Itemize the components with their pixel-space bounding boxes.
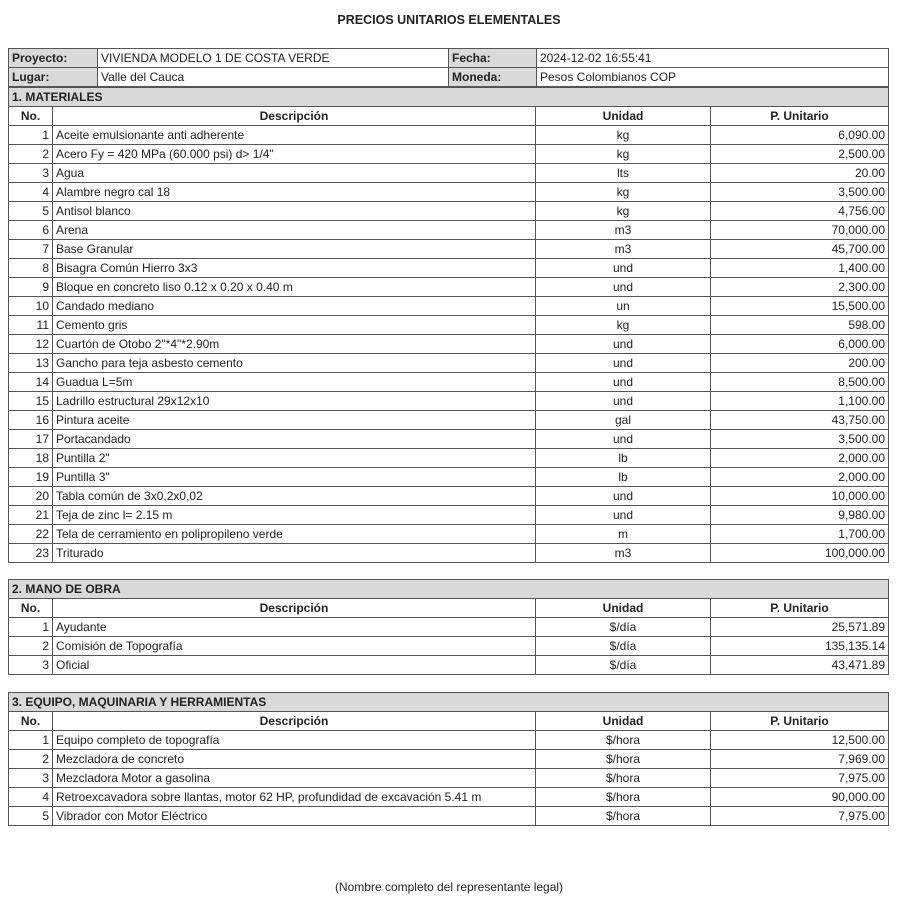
proyecto-value: VIVIENDA MODELO 1 DE COSTA VERDE xyxy=(98,49,449,68)
item-description: Triturado xyxy=(53,544,536,563)
table-row xyxy=(9,278,889,297)
item-description: Mezcladora de concreto xyxy=(53,750,536,769)
item-description: Vibrador con Motor Eléctrico xyxy=(53,807,536,826)
table-row xyxy=(9,202,889,221)
item-description: Tabla común de 3x0,2x0,02 xyxy=(53,487,536,506)
fecha-label: Fecha: xyxy=(449,49,537,68)
item-number: 11 xyxy=(9,316,53,335)
item-number: 4 xyxy=(9,183,53,202)
item-description: Candado mediano xyxy=(53,297,536,316)
item-unit: m xyxy=(536,525,711,544)
item-number: 22 xyxy=(9,525,53,544)
item-price: 6,090.00 xyxy=(711,126,889,145)
item-number: 18 xyxy=(9,449,53,468)
item-unit: m3 xyxy=(536,221,711,240)
item-description: Bisagra Común Hierro 3x3 xyxy=(53,259,536,278)
item-price: 2,300.00 xyxy=(711,278,889,297)
item-number: 23 xyxy=(9,544,53,563)
item-number: 5 xyxy=(9,807,53,826)
item-description: Pintura aceite xyxy=(53,411,536,430)
table-row xyxy=(9,373,889,392)
item-price: 7,975.00 xyxy=(711,769,889,788)
item-price: 43,750.00 xyxy=(711,411,889,430)
item-number: 15 xyxy=(9,392,53,411)
item-number: 1 xyxy=(9,126,53,145)
table-row xyxy=(9,240,889,259)
item-number: 4 xyxy=(9,788,53,807)
item-price: 25,571.89 xyxy=(711,618,889,637)
table-row xyxy=(9,430,889,449)
proyecto-label: Proyecto: xyxy=(9,49,98,68)
item-unit: und xyxy=(536,335,711,354)
table-row xyxy=(9,221,889,240)
item-number: 2 xyxy=(9,750,53,769)
item-price: 1,700.00 xyxy=(711,525,889,544)
legal-representative-caption: (Nombre completo del representante legal) xyxy=(334,880,564,894)
item-price: 10,000.00 xyxy=(711,487,889,506)
table-row xyxy=(9,525,889,544)
item-description: Ayudante xyxy=(53,618,536,637)
table-row xyxy=(9,788,889,807)
item-description: Antisol blanco xyxy=(53,202,536,221)
item-price: 9,980.00 xyxy=(711,506,889,525)
item-description: Teja de zinc l= 2.15 m xyxy=(53,506,536,525)
item-description: Agua xyxy=(53,164,536,183)
col-unidad-header: Unidad xyxy=(536,599,711,618)
item-number: 5 xyxy=(9,202,53,221)
item-number: 7 xyxy=(9,240,53,259)
table-row xyxy=(9,807,889,826)
item-unit: $/día xyxy=(536,637,711,656)
table-row xyxy=(9,618,889,637)
item-unit: lb xyxy=(536,468,711,487)
item-unit: lb xyxy=(536,449,711,468)
item-number: 17 xyxy=(9,430,53,449)
section-title: 2. MANO DE OBRA xyxy=(9,580,889,599)
table-row xyxy=(9,411,889,430)
item-description: Alambre negro cal 18 xyxy=(53,183,536,202)
table-row xyxy=(9,335,889,354)
table-row xyxy=(9,259,889,278)
item-number: 3 xyxy=(9,656,53,675)
col-no-header: No. xyxy=(9,107,53,126)
item-description: Puntilla 3" xyxy=(53,468,536,487)
table-row xyxy=(9,145,889,164)
item-price: 12,500.00 xyxy=(711,731,889,750)
item-unit: und xyxy=(536,354,711,373)
item-unit: und xyxy=(536,487,711,506)
item-unit: gal xyxy=(536,411,711,430)
item-number: 12 xyxy=(9,335,53,354)
item-unit: und xyxy=(536,373,711,392)
item-number: 1 xyxy=(9,731,53,750)
item-description: Guadua L=5m xyxy=(53,373,536,392)
col-no-header: No. xyxy=(9,599,53,618)
item-number: 8 xyxy=(9,259,53,278)
item-description: Puntilla 2" xyxy=(53,449,536,468)
table-row xyxy=(9,487,889,506)
item-unit: kg xyxy=(536,316,711,335)
item-number: 19 xyxy=(9,468,53,487)
item-number: 2 xyxy=(9,637,53,656)
item-price: 8,500.00 xyxy=(711,373,889,392)
table-row xyxy=(9,731,889,750)
table-row xyxy=(9,637,889,656)
item-description: Cuartón de Otobo 2"*4"*2.90m xyxy=(53,335,536,354)
project-header-table xyxy=(8,48,889,87)
item-unit: $/hora xyxy=(536,750,711,769)
col-unidad-header: Unidad xyxy=(536,712,711,731)
item-description: Base Granular xyxy=(53,240,536,259)
item-price: 15,500.00 xyxy=(711,297,889,316)
item-unit: und xyxy=(536,392,711,411)
table-row xyxy=(9,164,889,183)
item-price: 70,000.00 xyxy=(711,221,889,240)
page-title: PRECIOS UNITARIOS ELEMENTALES xyxy=(337,13,561,27)
moneda-value: Pesos Colombianos COP xyxy=(537,68,889,87)
item-unit: kg xyxy=(536,202,711,221)
item-description: Gancho para teja asbesto cemento xyxy=(53,354,536,373)
section-title: 1. MATERIALES xyxy=(9,88,889,107)
table-row xyxy=(9,126,889,145)
item-price: 3,500.00 xyxy=(711,430,889,449)
item-unit: $/hora xyxy=(536,731,711,750)
table-row xyxy=(9,354,889,373)
table-row xyxy=(9,392,889,411)
item-number: 20 xyxy=(9,487,53,506)
item-description: Bloque en concreto liso 0.12 x 0.20 x 0.40 m xyxy=(53,278,536,297)
section-title: 3. EQUIPO, MAQUINARIA Y HERRAMIENTAS xyxy=(9,693,889,712)
item-description: Ladrillo estructural 29x12x10 xyxy=(53,392,536,411)
moneda-label: Moneda: xyxy=(449,68,537,87)
table-row xyxy=(9,183,889,202)
table-row xyxy=(9,656,889,675)
col-no-header: No. xyxy=(9,712,53,731)
col-desc-header: Descripción xyxy=(53,712,536,731)
item-unit: kg xyxy=(536,183,711,202)
item-number: 13 xyxy=(9,354,53,373)
item-number: 3 xyxy=(9,164,53,183)
item-number: 2 xyxy=(9,145,53,164)
item-price: 4,756.00 xyxy=(711,202,889,221)
item-price: 2,500.00 xyxy=(711,145,889,164)
item-description: Tela de cerramiento en polipropileno verde xyxy=(53,525,536,544)
item-price: 45,700.00 xyxy=(711,240,889,259)
item-unit: $/hora xyxy=(536,807,711,826)
materiales-table xyxy=(8,87,889,563)
item-price: 135,135.14 xyxy=(711,637,889,656)
item-price: 598.00 xyxy=(711,316,889,335)
item-description: Equipo completo de topografía xyxy=(53,731,536,750)
item-price: 7,969.00 xyxy=(711,750,889,769)
item-price: 2,000.00 xyxy=(711,468,889,487)
item-number: 21 xyxy=(9,506,53,525)
table-row xyxy=(9,297,889,316)
item-description: Comisión de Topografía xyxy=(53,637,536,656)
item-unit: $/día xyxy=(536,618,711,637)
item-unit: $/hora xyxy=(536,788,711,807)
col-desc-header: Descripción xyxy=(53,107,536,126)
col-unidad-header: Unidad xyxy=(536,107,711,126)
table-row xyxy=(9,468,889,487)
item-description: Mezcladora Motor a gasolina xyxy=(53,769,536,788)
item-price: 7,975.00 xyxy=(711,807,889,826)
table-row xyxy=(9,449,889,468)
item-description: Portacandado xyxy=(53,430,536,449)
item-price: 20.00 xyxy=(711,164,889,183)
item-unit: m3 xyxy=(536,240,711,259)
item-number: 16 xyxy=(9,411,53,430)
table-row xyxy=(9,769,889,788)
item-number: 3 xyxy=(9,769,53,788)
item-unit: und xyxy=(536,259,711,278)
table-row xyxy=(9,544,889,563)
item-unit: lts xyxy=(536,164,711,183)
item-price: 1,400.00 xyxy=(711,259,889,278)
item-unit: und xyxy=(536,430,711,449)
item-price: 1,100.00 xyxy=(711,392,889,411)
item-price: 200.00 xyxy=(711,354,889,373)
lugar-value: Valle del Cauca xyxy=(98,68,449,87)
item-description: Retroexcavadora sobre llantas, motor 62 HP, profundidad de excavación 5.41 m xyxy=(53,788,536,807)
item-unit: un xyxy=(536,297,711,316)
item-number: 1 xyxy=(9,618,53,637)
item-price: 43,471.89 xyxy=(711,656,889,675)
col-precio-header: P. Unitario xyxy=(711,107,889,126)
item-description: Aceite emulsionante anti adherente xyxy=(53,126,536,145)
item-number: 9 xyxy=(9,278,53,297)
item-unit: $/día xyxy=(536,656,711,675)
item-unit: kg xyxy=(536,126,711,145)
item-description: Arena xyxy=(53,221,536,240)
item-unit: und xyxy=(536,278,711,297)
item-description: Cemento gris xyxy=(53,316,536,335)
item-number: 6 xyxy=(9,221,53,240)
equipo-table xyxy=(8,692,889,826)
item-unit: m3 xyxy=(536,544,711,563)
item-number: 10 xyxy=(9,297,53,316)
item-number: 14 xyxy=(9,373,53,392)
table-row xyxy=(9,506,889,525)
fecha-value: 2024-12-02 16:55:41 xyxy=(537,49,889,68)
item-price: 100,000.00 xyxy=(711,544,889,563)
item-description: Acero Fy = 420 MPa (60.000 psi) d> 1/4" xyxy=(53,145,536,164)
mano-de-obra-table xyxy=(8,579,889,675)
item-unit: $/hora xyxy=(536,769,711,788)
table-row xyxy=(9,750,889,769)
col-precio-header: P. Unitario xyxy=(711,599,889,618)
item-price: 3,500.00 xyxy=(711,183,889,202)
table-row xyxy=(9,316,889,335)
item-price: 90,000.00 xyxy=(711,788,889,807)
item-unit: kg xyxy=(536,145,711,164)
item-unit: und xyxy=(536,506,711,525)
col-precio-header: P. Unitario xyxy=(711,712,889,731)
item-description: Oficial xyxy=(53,656,536,675)
lugar-label: Lugar: xyxy=(9,68,98,87)
item-price: 2,000.00 xyxy=(711,449,889,468)
item-price: 6,000.00 xyxy=(711,335,889,354)
col-desc-header: Descripción xyxy=(53,599,536,618)
